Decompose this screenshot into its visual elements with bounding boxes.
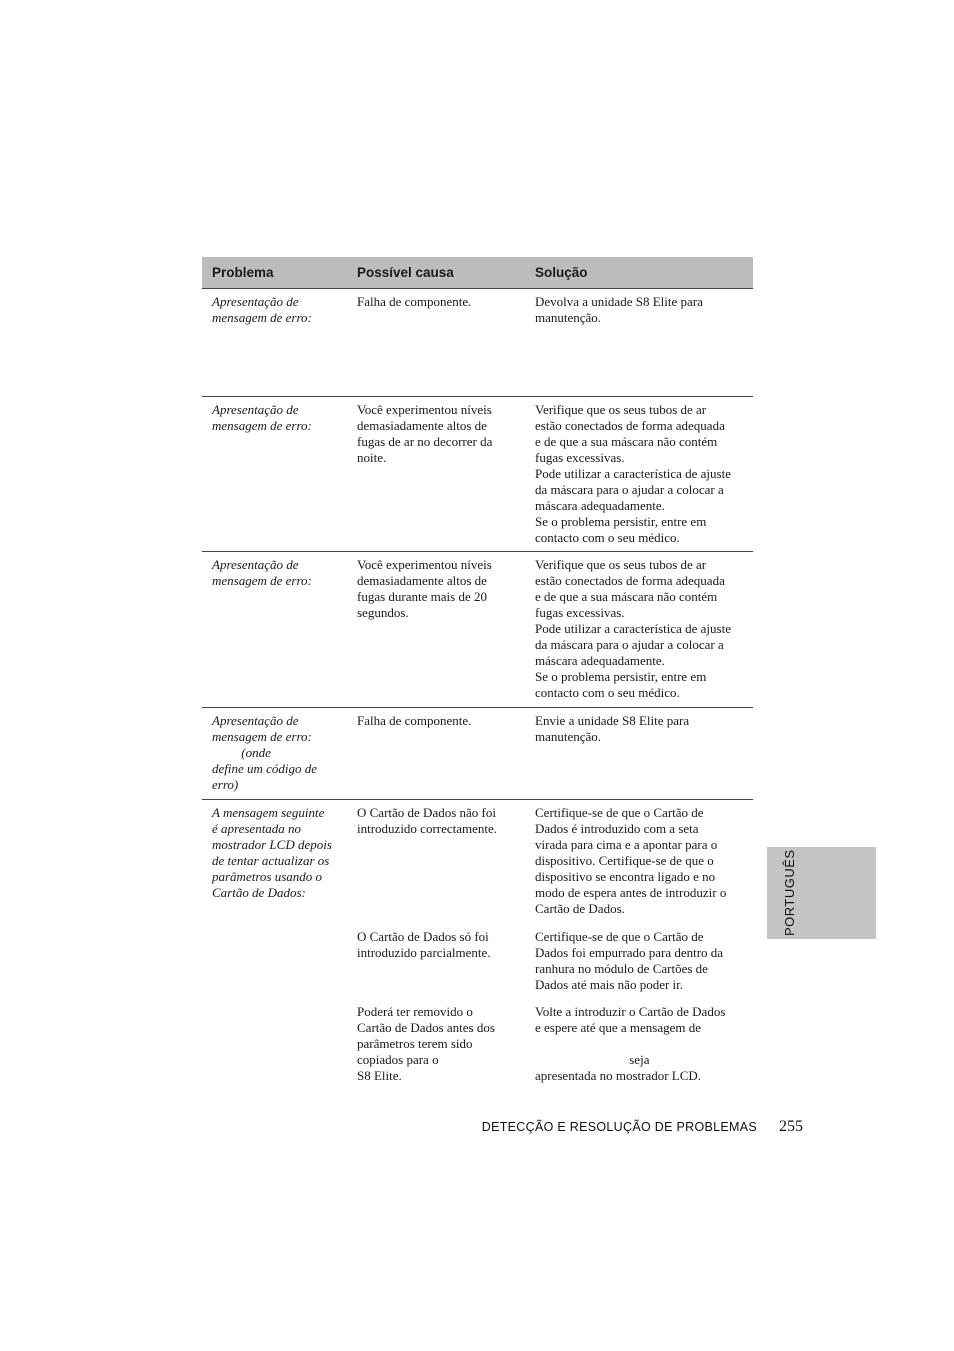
- cause-cell: Você experimentou níveis demasiadamente altos de fugas de ar no decorrer da noite.: [357, 402, 493, 465]
- cause-cell: Você experimentou níveis demasiadamente altos de fugas durante mais de 20 segundos.: [357, 557, 492, 620]
- table-row: [202, 552, 753, 708]
- solution-cell: Envie a unidade S8 Elite para manutenção.: [535, 713, 690, 744]
- sub-row: [347, 924, 753, 999]
- solution-cell: Certifique-se de que o Cartão de Dados foi empurrado para dentro da ranhura no módulo de Cartões de Dados até mais não poder ir.: [535, 929, 724, 992]
- table-header: [202, 257, 753, 289]
- solution-cell: Verifique que os seus tubos de ar estão conectados de forma adequada e de que a sua máscara não contém fugas excessivas. Pode utilizar a característica de ajuste da máscara para o ajudar a colocar a máscara adequadamente. Se o problema persistir, entre em contacto com o seu médico.: [535, 557, 731, 700]
- header-problem: Problema: [212, 265, 274, 280]
- problem-cell: Apresentação de mensagem de erro:: [212, 557, 312, 588]
- problem-cell: Apresentação de mensagem de erro:: [212, 402, 312, 433]
- solution-cell: Certifique-se de que o Cartão de Dados é introduzido com a seta virada para cima e a apontar para o dispositivo. Certifique-se de que o dispositivo se encontra ligado e no modo de espera antes de introduzir o Cartão de Dados.: [535, 805, 727, 916]
- table-row: [202, 800, 753, 1089]
- solution-cell: Devolva a unidade S8 Elite para manutenção.: [535, 294, 703, 325]
- page-footer: [460, 1118, 803, 1136]
- table-row: [202, 289, 753, 397]
- problem-cell: Apresentação de mensagem de erro: (onde define um código de erro): [212, 713, 318, 792]
- table-row: [202, 397, 753, 552]
- language-label: PORTUGUÊS: [782, 849, 797, 936]
- table-row: [202, 708, 753, 800]
- sub-row: [347, 800, 753, 924]
- footer-section-title: DETECÇÃO E RESOLUÇÃO DE PROBLEMAS: [481, 1120, 757, 1134]
- problem-cell: A mensagem seguinte é apresentada no mostrador LCD depois de tentar actualizar os parâmetros usando o Cartão de Dados:: [212, 805, 332, 900]
- troubleshooting-table: [202, 257, 753, 1089]
- page-number: 255: [779, 1118, 803, 1135]
- solution-cell: Verifique que os seus tubos de ar estão conectados de forma adequada e de que a sua máscara não contém fugas excessivas. Pode utilizar a característica de ajuste da máscara para o ajudar a colocar a máscara adequadamente. Se o problema persistir, entre em contacto com o seu médico.: [535, 402, 731, 545]
- cause-cell: Falha de componente.: [357, 713, 472, 728]
- cause-cell: O Cartão de Dados só foi introduzido parcialmente.: [357, 929, 491, 960]
- cause-cell: O Cartão de Dados não foi introduzido correctamente.: [357, 805, 498, 836]
- header-cause: Possível causa: [357, 265, 454, 280]
- cause-cell: Poderá ter removido o Cartão de Dados antes dos parâmetros terem sido copiados para o S8 Elite.: [357, 1004, 495, 1083]
- header-solution: Solução: [535, 265, 588, 280]
- sub-row: [347, 999, 753, 1089]
- language-side-tab: [767, 847, 876, 939]
- problem-cell: Apresentação de mensagem de erro:: [212, 294, 312, 325]
- sub-rows: [347, 800, 753, 1089]
- solution-cell: Volte a introduzir o Cartão de Dados e espere até que a mensagem de seja apresentada no mostrador LCD.: [535, 1004, 726, 1083]
- cause-cell: Falha de componente.: [357, 294, 472, 309]
